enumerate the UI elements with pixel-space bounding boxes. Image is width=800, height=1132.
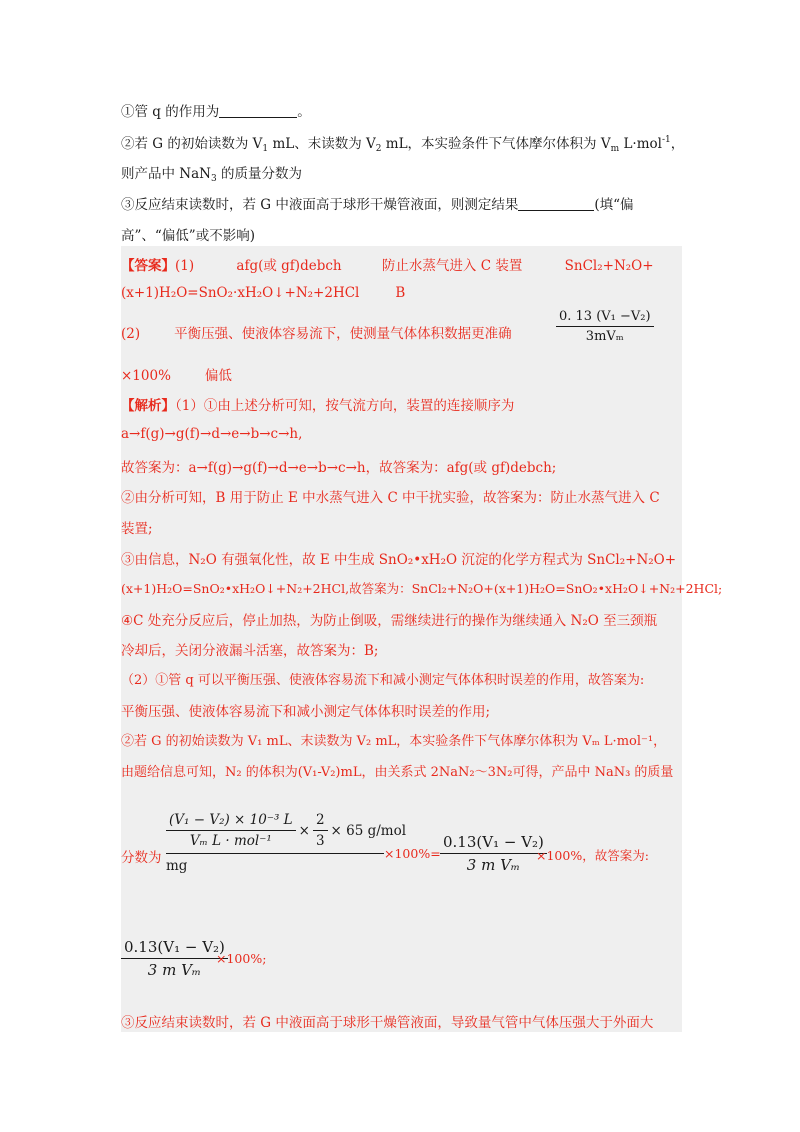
- fraction-bar: [440, 853, 547, 854]
- analysis-label: 【解析】: [121, 398, 175, 414]
- analysis-line-8: [121, 609, 657, 629]
- answer-text: ×100%: [121, 368, 171, 384]
- analysis-line-10: [121, 669, 644, 688]
- answer-label: 【答案】: [121, 258, 175, 274]
- analysis-text: 装置;: [121, 521, 153, 537]
- fraction-denominator: 3 m Vₘ: [147, 961, 202, 979]
- analysis-text: ③由信息，N₂O 有强氧化性，故 E 中生成 SnO₂•xH₂O 沉淀的化学方程式为 SnCl₂+N₂O+: [121, 552, 677, 568]
- analysis-text: 由题给信息可知，N₂ 的体积为(V₁-V₂)mL，由关系式 2NaN₂～3N₂可得，产品中 NaN₃ 的质量: [121, 765, 674, 780]
- analysis-line-16: [121, 1011, 653, 1031]
- analysis-line-14-suffix: [536, 846, 649, 864]
- question-2-text: mL，本实验条件下气体摩尔体积为 V: [381, 136, 611, 152]
- analysis-line-4: [121, 486, 660, 506]
- analysis-line-9: [121, 639, 378, 659]
- analysis-text: 冷却后，关闭分液漏斗活塞，故答案为：B;: [121, 643, 379, 659]
- answer-text: (x+1)H₂O=SnO₂·xH₂O↓+N₂+2HCl: [121, 285, 360, 301]
- analysis-text: ②由分析可知，B 用于防止 E 中水蒸气进入 C 中干扰实验，故答案为：防止水蒸气进入 C: [121, 490, 660, 506]
- fraction-term: × 65 g/mol: [330, 822, 407, 839]
- analysis-text: 分数为: [121, 850, 162, 866]
- fraction-denominator: 3: [315, 833, 325, 849]
- analysis-line-2: [121, 426, 302, 442]
- compound-denominator: mg: [166, 858, 188, 874]
- analysis-line-5: [121, 517, 153, 537]
- compound-fraction: [166, 812, 407, 874]
- fraction-answer: [556, 309, 654, 344]
- analysis-line-7: [121, 579, 722, 597]
- analysis-text: （2）①管 q 可以平衡压强、使液体容易流下和减小测定气体体积时误差的作用，故答案为:: [121, 673, 645, 688]
- fraction-denominator: Vₘ L · mol⁻¹: [189, 833, 272, 849]
- analysis-line-12: [121, 730, 666, 749]
- answer-text: 防止水蒸气进入 C 装置: [381, 258, 523, 274]
- question-2-text: 的质量分数为: [216, 166, 302, 182]
- inner-fraction-1: [166, 812, 296, 849]
- question-3: [121, 193, 634, 213]
- subscript: 1: [262, 144, 269, 154]
- analysis-line-13: [121, 761, 673, 780]
- answer-text: B: [395, 285, 406, 301]
- analysis-line-14-middle: [384, 846, 441, 861]
- question-2-text: mL、末读数为 V: [268, 136, 376, 152]
- question-2-text: ②若 G 的初始读数为 V: [121, 136, 263, 152]
- answer-part-number: (2): [121, 326, 141, 342]
- superscript: -1: [661, 135, 671, 145]
- answer-line-1: [121, 254, 654, 274]
- answer-text: afg(或 gf)debch: [236, 258, 342, 274]
- fraction-result-1: [440, 833, 547, 874]
- analysis-text: ④C 处充分反应后，停止加热，为防止倒吸，需继续进行的操作为继续通入 N₂O 至三颈瓶: [121, 613, 658, 629]
- analysis-text: ×100%;: [216, 951, 267, 966]
- answer-line-4: [121, 364, 232, 384]
- analysis-line-3: [121, 456, 556, 476]
- analysis-line-1: [121, 394, 514, 414]
- question-1: [121, 100, 311, 120]
- analysis-text: 故答案为：a→f(g)→g(f)→d→e→b→c→h，故答案为：afg(或 gf)debch;: [121, 460, 557, 476]
- fraction-result-2: [121, 938, 228, 979]
- answer-text: SnCl₂+N₂O+: [564, 258, 654, 274]
- question-2-text: ，: [670, 136, 685, 152]
- answer-text: 偏低: [204, 368, 232, 384]
- fraction-bar: [121, 958, 228, 959]
- question-3-text: ③反应结束读数时，若 G 中液面高于球形干燥管液面，则测定结果: [121, 197, 519, 213]
- answer-line-2: [121, 285, 405, 301]
- analysis-line-11: [121, 700, 490, 720]
- analysis-text: a→f(g)→g(f)→d→e→b→c→h,: [121, 426, 303, 442]
- fraction-bar: [166, 830, 296, 831]
- fraction-numerator: 0.13(V₁ − V₂): [443, 833, 544, 851]
- fraction-bar: [166, 853, 384, 854]
- fraction-denominator: 3 m Vₘ: [466, 856, 521, 874]
- fraction-bar: [313, 830, 328, 831]
- question-1-end: 。: [297, 104, 311, 120]
- answer-line-3: [121, 322, 512, 342]
- analysis-text: ②若 G 的初始读数为 V₁ mL、末读数为 V₂ mL，本实验条件下气体摩尔体积为 Vₘ L·mol⁻¹，: [121, 734, 667, 749]
- fraction-numerator: 0.13(V₁ − V₂): [124, 938, 225, 956]
- question-2-text: L·mol: [619, 136, 662, 152]
- fraction-bar: [556, 326, 654, 327]
- question-3-line-2: [121, 224, 255, 244]
- analysis-text: ×100%，故答案为:: [536, 848, 649, 863]
- question-2: [121, 132, 684, 152]
- question-2-text: 则产品中 NaN: [121, 166, 211, 182]
- analysis-text: 平衡压强、使液体容易流下和减小测定气体体积时误差的作用;: [121, 704, 491, 720]
- subscript: 3: [210, 174, 217, 184]
- fraction-numerator: 2: [315, 812, 325, 828]
- analysis-text: ×100%=: [384, 846, 441, 861]
- times-sign: ×: [298, 822, 310, 839]
- analysis-text: （1）①由上述分析可知，按气流方向，装置的连接顺序为: [175, 398, 515, 414]
- answer-part-number: (1): [175, 258, 195, 274]
- question-1-text: ①管 q 的作用为: [121, 104, 220, 120]
- answer-text: 平衡压强、使液体容易流下，使测量气体体积数据更准确: [174, 326, 512, 342]
- analysis-text: (x+1)H₂O=SnO₂•xH₂O↓+N₂+2HCl,故答案为：SnCl₂+N₂O+(x+1)H₂O=SnO₂•xH₂O↓+N₂+2HCl;: [121, 581, 723, 596]
- answer-blank: [219, 103, 297, 118]
- question-2-line-2: [121, 162, 302, 182]
- fraction-numerator: (V₁ − V₂) × 10⁻³ L: [169, 812, 293, 828]
- analysis-text: ③反应结束读数时，若 G 中液面高于球形干燥管液面，导致量气管中气体压强大于外面大: [121, 1015, 654, 1031]
- subscript: m: [610, 144, 620, 154]
- compound-numerator: [166, 812, 407, 849]
- fraction-denominator: 3mVₘ: [585, 329, 624, 344]
- analysis-line-15: [216, 951, 266, 966]
- fraction-numerator: 0. 13 (V₁ −V₂): [559, 309, 651, 324]
- answer-blank: [518, 196, 594, 211]
- analysis-line-14-prefix: [121, 846, 162, 866]
- question-3-text: (填“偏: [594, 197, 634, 213]
- analysis-line-6: [121, 548, 676, 568]
- subscript: 2: [375, 144, 382, 154]
- inner-fraction-2: [313, 812, 328, 849]
- question-3-text: 高”、“偏低”或不影响): [121, 228, 255, 244]
